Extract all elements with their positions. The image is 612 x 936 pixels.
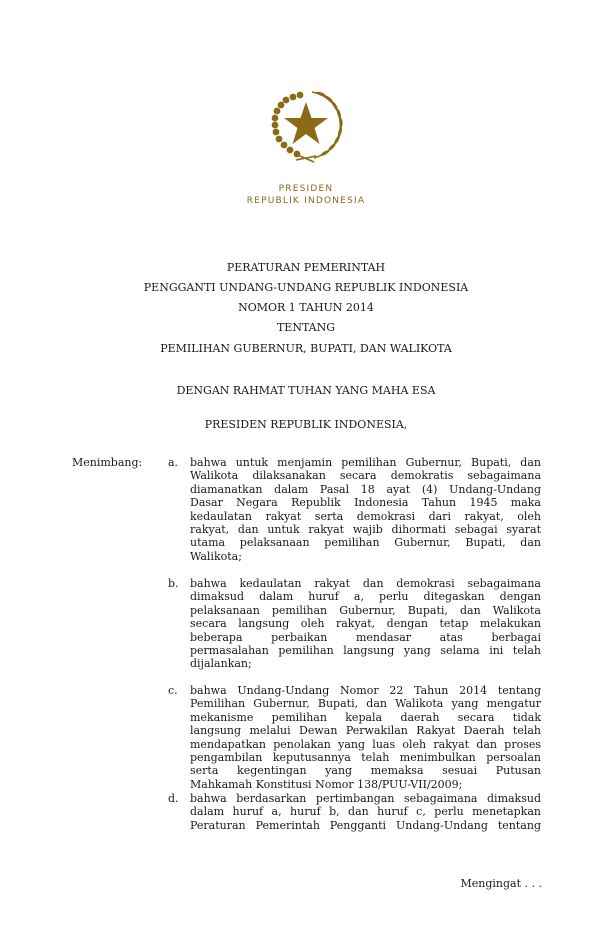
presidential-emblem-icon (266, 88, 346, 166)
text-line: secara langsung oleh rakyat, dengan tetap melakukan (190, 617, 541, 631)
text-line: bahwa berdasarkan pertimbangan sebagaimana dimaksud (190, 792, 541, 805)
text-line: Mahkamah Konstitusi Nomor 138/PUU-VII/2009; (190, 777, 463, 791)
text-line: pengambilan keputusannya telah menimbulkan persoalan (190, 750, 541, 764)
text-line: Walikota; (190, 549, 242, 563)
item-letter: c. (168, 684, 178, 697)
text-line: bahwa kedaulatan rakyat dan demokrasi sebagaimana (190, 577, 541, 590)
text-line: beberapa perbaikan mendasar atas berbagai (190, 630, 541, 644)
kop-president: PRESIDEN (278, 184, 334, 194)
text-line: langsung melalui Dewan Perwakilan Rakyat Daerah telah (190, 724, 541, 738)
text-line: utama pelaksanaan pemilihan Gubernur, Bupati, dan (190, 536, 541, 550)
text-line: Dasar Negara Republik Indonesia Tahun 1945 maka (190, 496, 541, 510)
text-line: rakyat, dan untuk rakyat wajib dihormati sebagai syarat (190, 522, 541, 536)
text-line: permasalahan pemilihan langsung yang selama ini telah (190, 643, 541, 657)
item-letter: d. (168, 792, 179, 805)
continuation-marker: Mengingat . . . (460, 877, 542, 890)
text-line: Peraturan Pemerintah Pengganti Undang-Undang tentang (190, 818, 541, 832)
text-line: dijalankan; (190, 657, 252, 671)
title-substitute-law: PENGGANTI UNDANG-UNDANG REPUBLIK INDONESIA (143, 281, 469, 294)
title-subject: PEMILIHAN GUBERNUR, BUPATI, DAN WALIKOTA (160, 342, 452, 355)
text-line: bahwa Undang-Undang Nomor 22 Tahun 2014 tentang (190, 684, 541, 697)
text-line: kedaulatan rakyat serta demokrasi dari rakyat, oleh (190, 509, 541, 523)
item-letter: b. (168, 577, 179, 590)
considerations-label: Menimbang: (72, 456, 143, 469)
text-line: diamanatkan dalam Pasal 18 ayat (4) Undang-Undang (190, 482, 541, 496)
text-line: serta kegentingan yang memaksa sesuai Putusan (190, 764, 541, 778)
item-letter: a. (168, 456, 179, 469)
title-number: NOMOR 1 TAHUN 2014 (238, 301, 374, 314)
text-line: Walikota dilaksanakan secara demokratis sebagaimana (190, 469, 541, 483)
text-line: mendapatkan penolakan yang luas oleh rakyat dan proses (190, 737, 541, 751)
text-line: bahwa untuk menjamin pemilihan Gubernur, Bupati, dan (190, 456, 541, 469)
title-about: TENTANG (276, 321, 336, 334)
text-line: dimaksud dalam huruf a, perlu ditegaskan dengan (190, 590, 541, 604)
text-line: mekanisme pemilihan kepala daerah secara tidak (190, 710, 541, 724)
text-line: dalam huruf a, huruf b, dan huruf c, perlu menetapkan (190, 805, 541, 819)
kop-republic: REPUBLIK INDONESIA (246, 196, 366, 206)
text-line: pelaksanaan pemilihan Gubernur, Bupati, dan Walikota (190, 603, 541, 617)
title-regulation: PERATURAN PEMERINTAH (226, 261, 386, 274)
text-line: Pemilihan Gubernur, Bupati, dan Walikota yang mengatur (190, 697, 541, 711)
president-line: PRESIDEN REPUBLIK INDONESIA, (204, 418, 408, 431)
blessing-line: DENGAN RAHMAT TUHAN YANG MAHA ESA (176, 384, 436, 397)
